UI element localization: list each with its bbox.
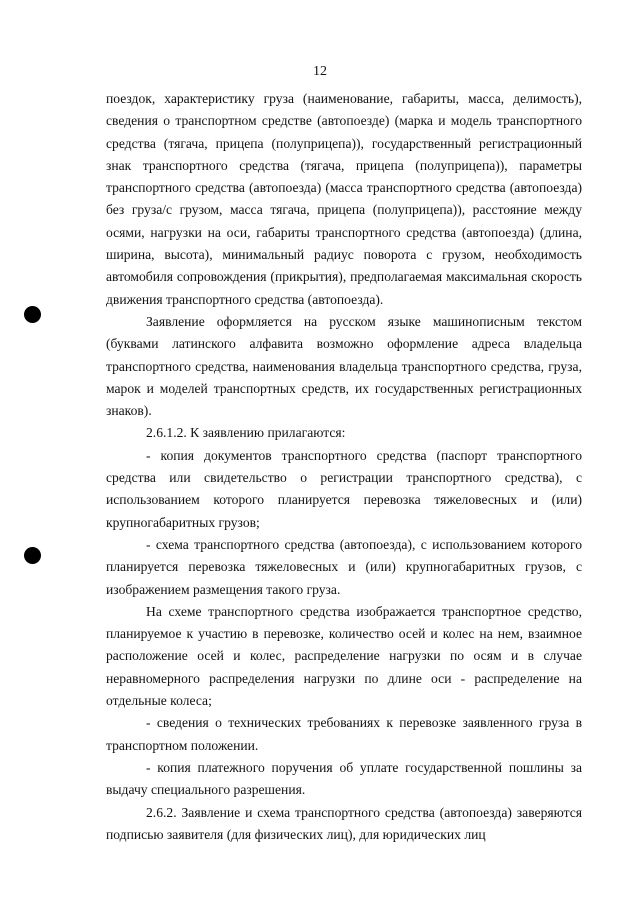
- binding-hole-mark-top: [24, 306, 41, 323]
- paragraph-language-requirement: Заявление оформляется на русском языке машинописным текстом (буквами латинского алфавита возможно оформление адреса владельца транспортного средства, наименования владельца транспортного средства, груза, марок и моделей транспортных средств, их государственных регистрационных знаков).: [106, 313, 582, 419]
- page-number: 12: [313, 64, 327, 79]
- list-item-vehicle-scheme: - схема транспортного средства (автопоезда), с использованием которого планируется перевозка тяжеловесных и (или) крупногабаритных грузов, с изображением размещения такого груза.: [106, 536, 582, 597]
- section-heading-2-6-1-2: 2.6.1.2. К заявлению прилагаются:: [146, 425, 346, 441]
- paragraph-scheme-description: На схеме транспортного средства изображается транспортное средство, планируемое к участию в перевозке, количество осей и колес на нем, взаимное расположение осей и колес, распределение нагрузки по осям и в случае неравномерного распределения нагрузки по длине оси - распределение на отдельные колеса;: [106, 603, 582, 709]
- list-item-payment-copy: - копия платежного поручения об уплате государственной пошлины за выдачу специального разрешения.: [106, 759, 582, 798]
- binding-hole-mark-bottom: [24, 547, 41, 564]
- paragraph-continuation: поездок, характеристику груза (наименование, габариты, масса, делимость), сведения о транспортном средстве (автопоезде) (марка и модель транспортного средства (тягача, прицепа (полуприцепа)), государственный регистрационный знак транспортного средства (тягача, прицепа (полуприцепа)), параметры транспортного средства (автопоезда) (масса транспортного средства (автопоезда) без груза/с грузом, масса тягача, прицепа (полуприцепа)), расстояние между осями, нагрузки на оси, габариты транспортного средства (автопоезда) (длина, ширина, высота), минимальный радиус поворота с грузом, необходимость автомобиля сопровождения (прикрытия), предполагаемая максимальная скорость движения транспортного средства (автопоезда).: [106, 91, 582, 307]
- section-paragraph-2-6-2: 2.6.2. Заявление и схема транспортного средства (автопоезда) заверяются подписью заявителя (для физических лиц), для юридических лиц: [106, 804, 582, 842]
- list-item-vehicle-documents: - копия документов транспортного средства (паспорт транспортного средства или свидетельство о регистрации транспортного средства), с использованием которого планируется перевозка тяжеловесных и (или) крупногабаритных грузов;: [106, 447, 582, 530]
- document-body: [106, 88, 582, 846]
- list-item-technical-requirements: - сведения о технических требованиях к перевозке заявленного груза в транспортном положении.: [106, 715, 582, 753]
